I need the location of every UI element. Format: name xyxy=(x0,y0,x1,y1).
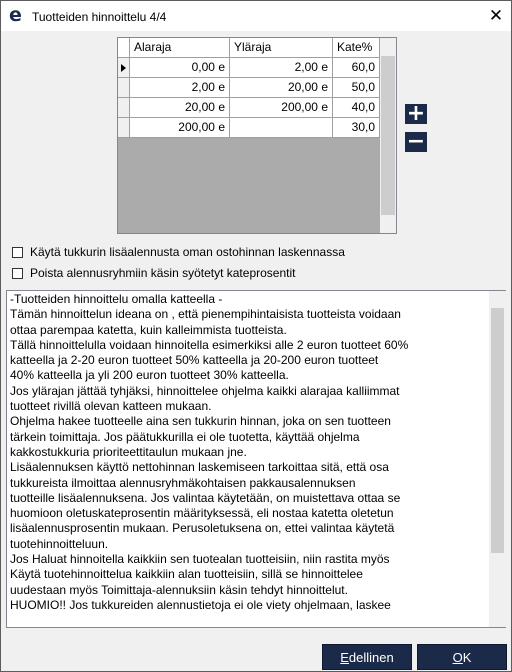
add-row-button[interactable]: + xyxy=(406,101,426,126)
table-corner xyxy=(118,38,130,58)
cell-kate[interactable]: 40,0 xyxy=(333,98,380,118)
app-logo-icon: e xyxy=(9,4,22,26)
table-row[interactable] xyxy=(118,58,380,78)
margin-table-body xyxy=(118,38,380,233)
cell-kate[interactable]: 60,0 xyxy=(333,58,380,78)
cell-alaraja[interactable]: 2,00 e xyxy=(130,78,230,98)
info-text: -Tuotteiden hinnoittelu omalla katteella - Tämän hinnoittelun ideana on , että pienempihintaisista tuotteista voidaan ottaa parempaa katetta, kuin kalleimmista tuotteista. Tällä hinnoittelulla voidaan hinnoitella esimerkiksi alle 2 euron tuotteet 60% katteella ja 2-20 euron tuotteet 50% katteella ja 20-200 euron tuotteet 40% katteella ja yli 200 euron tuotteet 30% katteella. Jos ylärajan jättää tyhjäksi, hinnoittelee ohjelma kaikki alarajaa kalliimmat tuotteet rivillä olevan katteen mukaan. Ohjelma hakee tuotteelle aina sen tukkurin hinnan, joka on sen tuotteen tärkein toimittaja. Jos päätukkurilla ei ole tuotetta, käyttää ohjelma kakkostukkuria prioriteettitaulun mukaan jne. Lisäalennuksen käyttö nettohinnan laskemiseen tarkoittaa sitä, että osa tukkureista ilmoittaa alennusryhmäkohtaisen pakkausalennuksen tuotteille lisäalennuksena. Jos valintaa käytetään, on muistettava ottaa se huomioon oletuskateprosentin määrityksessä, eli nostaa katetta oletetun lisäalennusprosentin mukaan. Perusoletuksena on, ettei valintaa käytetä tuotehinnoitteluun. Jos Haluat hinnoitella kaikkiin sen tuotealan tuotteisiin, niin rastita myös Käytä tuotehinnoittelua kaikkiin alan tuotteisiin, sillä se hinnoittelee uudestaan myös Toimittaja-alennuksiin käsin tehdyt hinnoittelut. HUOMIO!! Jos tukkureiden alennustietoja ei ole viety ohjelmaan, laskee xyxy=(10,292,409,612)
cell-kate[interactable]: 50,0 xyxy=(333,78,380,98)
ok-label-rest: K xyxy=(462,650,472,665)
remove-manual-checkbox[interactable] xyxy=(12,268,23,279)
remove-manual-option[interactable] xyxy=(12,265,295,281)
previous-mnemonic: E xyxy=(340,650,349,665)
table-row[interactable] xyxy=(118,98,380,118)
row-header[interactable] xyxy=(118,78,130,98)
remove-manual-label[interactable]: Poista alennusryhmiin käsin syötetyt kateprosentit xyxy=(30,266,296,280)
row-header[interactable] xyxy=(118,58,130,78)
cell-kate[interactable]: 30,0 xyxy=(333,118,380,138)
cell-alaraja[interactable]: 0,00 e xyxy=(130,58,230,78)
current-row-icon xyxy=(121,64,126,72)
ok-button[interactable] xyxy=(417,644,507,670)
memo-scrollbar[interactable] xyxy=(489,291,506,627)
window-title: Tuotteiden hinnoittelu 4/4 xyxy=(32,10,167,24)
table-scrollbar-thumb[interactable] xyxy=(381,56,395,215)
row-header[interactable] xyxy=(118,118,130,138)
cell-alaraja[interactable]: 200,00 e xyxy=(130,118,230,138)
ok-mnemonic: O xyxy=(452,650,463,665)
info-memo[interactable] xyxy=(6,290,506,628)
use-discount-checkbox[interactable] xyxy=(12,247,23,258)
cell-ylaraja[interactable]: 20,00 e xyxy=(230,78,333,98)
cell-ylaraja[interactable] xyxy=(230,118,333,138)
column-header-alaraja[interactable]: Alaraja xyxy=(130,38,230,58)
previous-label-rest: dellinen xyxy=(348,650,394,665)
title-bar xyxy=(1,1,511,31)
table-row[interactable] xyxy=(118,78,380,98)
table-scrollbar[interactable] xyxy=(380,38,396,233)
remove-row-button[interactable]: − xyxy=(406,129,426,154)
cell-ylaraja[interactable]: 200,00 e xyxy=(230,98,333,118)
cell-alaraja[interactable]: 20,00 e xyxy=(130,98,230,118)
table-row[interactable] xyxy=(118,118,380,138)
cell-ylaraja[interactable]: 2,00 e xyxy=(230,58,333,78)
row-header[interactable] xyxy=(118,98,130,118)
previous-button[interactable] xyxy=(322,644,412,670)
margin-table[interactable] xyxy=(117,37,397,234)
use-discount-label[interactable]: Käytä tukkurin lisäalennusta oman ostohinnan laskennassa xyxy=(30,245,345,259)
memo-scrollbar-thumb[interactable] xyxy=(491,308,504,553)
column-header-ylaraja[interactable]: Yläraja xyxy=(230,38,333,58)
close-button[interactable]: ✕ xyxy=(488,6,504,26)
use-discount-option[interactable] xyxy=(12,244,345,260)
column-header-kate[interactable]: Kate% xyxy=(333,38,380,58)
